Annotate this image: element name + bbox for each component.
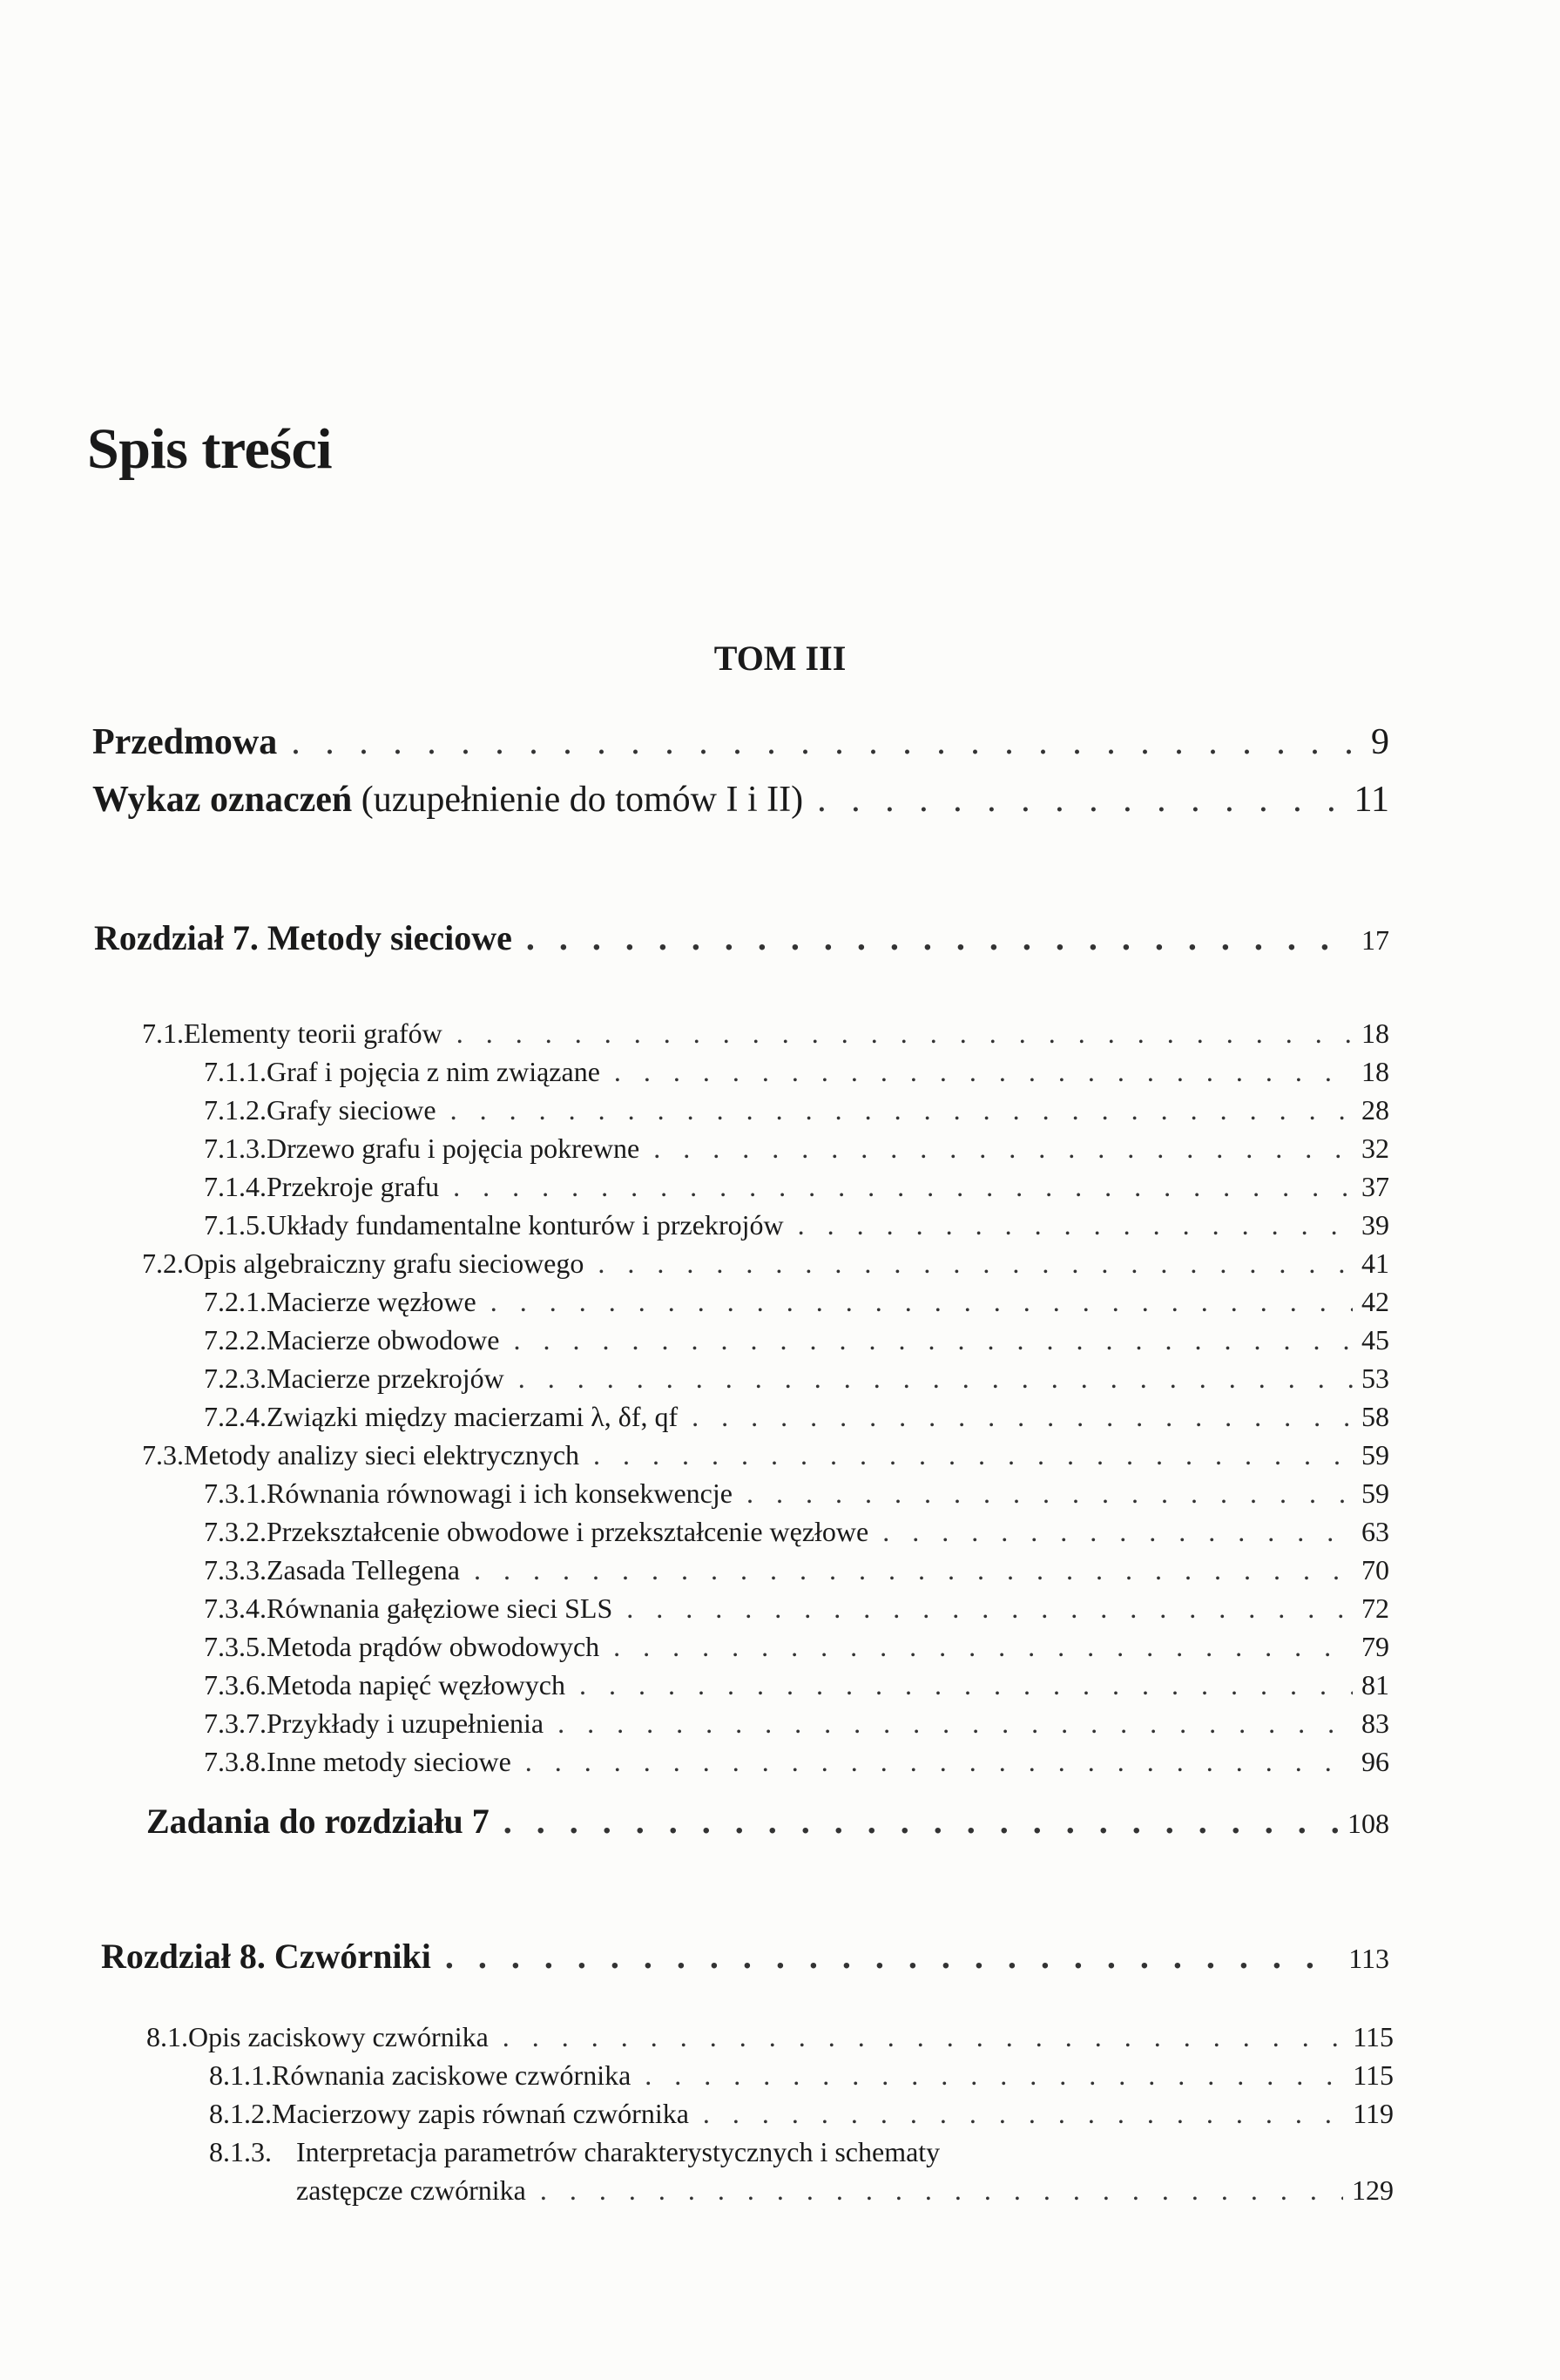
toc-entry-chapter	[94, 917, 1389, 958]
entry-title: Macierze obwodowe	[267, 1324, 500, 1356]
dot-leader	[882, 1516, 1353, 1548]
toc-entry-subsection	[209, 2059, 1394, 2092]
entry-number: 7.1.2.	[204, 1094, 267, 1126]
dot-leader	[474, 1554, 1353, 1586]
page-number: 11	[1354, 780, 1389, 820]
entry-title	[92, 779, 803, 821]
entry-number: 8.1.	[146, 2021, 188, 2052]
toc-entry-subsection	[204, 1362, 1389, 1395]
entry-number: 7.3.2.	[204, 1516, 267, 1547]
dot-leader	[613, 1631, 1353, 1663]
entry-title: Opis algebraiczny grafu sieciowego	[184, 1247, 584, 1279]
dot-leader	[598, 1247, 1353, 1280]
entry-title: Układy fundamentalne konturów i przekrojów	[267, 1209, 784, 1241]
toc-entry-subsection	[204, 1324, 1389, 1356]
toc-entry-exercises	[146, 1801, 1389, 1842]
entry-number: 7.2.	[142, 1247, 184, 1279]
dot-leader	[518, 1362, 1353, 1395]
page-number: 9	[1371, 722, 1389, 762]
entry-title: Metoda prądów obwodowych	[267, 1631, 600, 1662]
dot-leader	[526, 917, 1353, 958]
page-number: 63	[1361, 1516, 1389, 1547]
page-number: 115	[1353, 2059, 1394, 2091]
entry-number: 7.1.1.	[204, 1056, 267, 1087]
toc-entry-section	[146, 2021, 1394, 2053]
dot-leader	[614, 1056, 1353, 1088]
entry-number: 8.1.1.	[209, 2059, 272, 2091]
dot-leader	[579, 1669, 1353, 1701]
toc-entry-section	[142, 1439, 1389, 1471]
toc-entry-subsection	[204, 1209, 1389, 1241]
toc-entry-subsection	[204, 1592, 1389, 1625]
toc-entry-subsection	[204, 1477, 1389, 1510]
entry-number: 7.2.3.	[204, 1362, 267, 1394]
entry-number: 7.1.	[142, 1018, 184, 1049]
toc-entry-front	[92, 721, 1389, 763]
page-number: 81	[1361, 1669, 1389, 1700]
toc-entry-chapter	[101, 1936, 1389, 1977]
entry-title-bold: Przedmowa	[92, 722, 278, 762]
toc-entry-subsection	[204, 1056, 1389, 1088]
dot-leader	[503, 1801, 1339, 1842]
spacer	[259, 917, 267, 958]
toc-entry-subsection	[209, 2136, 1394, 2168]
toc-entry-section	[142, 1018, 1389, 1050]
dot-leader	[291, 721, 1362, 763]
page-number: 83	[1361, 1707, 1389, 1739]
toc-entry-subsection	[204, 1631, 1389, 1663]
entry-title-bold: Wykaz oznaczeń	[92, 780, 353, 820]
entry-title: Metoda napięć węzłowych	[267, 1669, 565, 1700]
entry-title: Opis zaciskowy czwórnika	[188, 2021, 489, 2052]
entry-title: Macierze węzłowe	[267, 1286, 476, 1317]
page-number: 37	[1361, 1171, 1389, 1202]
entry-title: Równania gałęziowe sieci SLS	[267, 1592, 613, 1624]
toc-entry-subsection-continued	[296, 2174, 1394, 2207]
page-number: 18	[1361, 1056, 1389, 1087]
entry-number: 7.3.8.	[204, 1746, 267, 1777]
page-number: 53	[1361, 1362, 1389, 1394]
page-number: 58	[1361, 1401, 1389, 1432]
dot-leader	[445, 1936, 1340, 1977]
page-number: 59	[1361, 1439, 1389, 1471]
page-number: 119	[1353, 2098, 1394, 2129]
entry-title: Drzewo grafu i pojęcia pokrewne	[267, 1133, 640, 1164]
page-number: 39	[1361, 1209, 1389, 1241]
entry-number: 7.1.5.	[204, 1209, 267, 1241]
dot-leader	[746, 1477, 1353, 1510]
entry-number: 7.3.7.	[204, 1707, 267, 1739]
entry-number: 7.2.1.	[204, 1286, 267, 1317]
dot-leader	[593, 1439, 1353, 1471]
entry-number: 7.2.2.	[204, 1324, 267, 1356]
dot-leader	[645, 2059, 1344, 2092]
entry-number: 7.3.4.	[204, 1592, 267, 1624]
entry-title: Elementy teorii grafów	[184, 1018, 442, 1049]
page-number: 108	[1347, 1808, 1389, 1839]
dot-leader	[692, 1401, 1353, 1433]
page-number: 79	[1361, 1631, 1389, 1662]
page-number: 70	[1361, 1554, 1389, 1586]
entry-number: 7.3.3.	[204, 1554, 267, 1586]
entry-number: 7.3.5.	[204, 1631, 267, 1662]
entry-title-rest: (uzupełnienie do tomów I i II)	[352, 780, 804, 820]
page-number: 45	[1361, 1324, 1389, 1356]
page-number: 129	[1352, 2174, 1394, 2206]
entry-title: Równania zaciskowe czwórnika	[272, 2059, 631, 2091]
dot-leader	[626, 1592, 1353, 1625]
exercises-title: Zadania do rozdziału 7	[146, 1802, 490, 1841]
toc-entry-front	[92, 779, 1389, 821]
entry-title: Metody analizy sieci elektrycznych	[184, 1439, 580, 1471]
page-number: 115	[1353, 2021, 1394, 2052]
toc-entry-subsection	[204, 1171, 1389, 1203]
spacer	[266, 1936, 274, 1977]
entry-number: 7.2.4.	[204, 1401, 267, 1432]
entry-title: Graf i pojęcia z nim związane	[267, 1056, 600, 1087]
toc-entry-subsection	[204, 1669, 1389, 1701]
page-number: 96	[1361, 1746, 1389, 1777]
page-number: 18	[1361, 1018, 1389, 1049]
toc-entry-subsection	[204, 1554, 1389, 1586]
entry-number: 7.1.4.	[204, 1171, 267, 1202]
entry-number: 8.1.3.	[209, 2136, 272, 2167]
dot-leader	[525, 1746, 1353, 1778]
dot-leader	[450, 1094, 1353, 1126]
entry-title: Równania równowagi i ich konsekwencje	[267, 1477, 733, 1509]
page-number: 32	[1361, 1133, 1389, 1164]
dot-leader	[653, 1133, 1353, 1165]
page-number: 42	[1361, 1286, 1389, 1317]
chapter-title: Czwórniki	[274, 1937, 431, 1976]
chapter-label: Rozdział 8.	[101, 1937, 266, 1976]
entry-title	[92, 721, 277, 763]
entry-title: Macierzowy zapis równań czwórnika	[272, 2098, 689, 2129]
dot-leader	[540, 2174, 1343, 2207]
dot-leader	[817, 779, 1345, 821]
entry-title: Zasada Tellegena	[267, 1554, 460, 1586]
page-number: 72	[1361, 1592, 1389, 1624]
dot-leader	[453, 1171, 1353, 1203]
entry-title: Przykłady i uzupełnienia	[267, 1707, 544, 1739]
entry-number: 7.3.1.	[204, 1477, 267, 1509]
entry-number: 7.3.6.	[204, 1669, 267, 1700]
chapter-label: Rozdział 7.	[94, 918, 259, 957]
toc-entry-subsection	[204, 1286, 1389, 1318]
dot-leader	[798, 1209, 1353, 1241]
toc-entry-subsection	[204, 1516, 1389, 1548]
page-number: 28	[1361, 1094, 1389, 1126]
entry-title: Macierze przekrojów	[267, 1362, 504, 1394]
dot-leader	[503, 2021, 1344, 2053]
toc-entry-subsection	[209, 2098, 1394, 2130]
entry-number: 7.3.	[142, 1439, 184, 1471]
toc-entry-subsection	[204, 1094, 1389, 1126]
page-number: 17	[1361, 924, 1389, 956]
dot-leader	[490, 1286, 1353, 1318]
page-number: 59	[1361, 1477, 1389, 1509]
toc-entry-subsection	[204, 1133, 1389, 1165]
dot-leader	[456, 1018, 1353, 1050]
dot-leader	[513, 1324, 1353, 1356]
dot-leader	[557, 1707, 1353, 1740]
toc-entry-section	[142, 1247, 1389, 1280]
entry-title: Interpretacja parametrów charakterystycznych i schematy	[296, 2136, 941, 2167]
entry-title-continued: zastępcze czwórnika	[296, 2174, 526, 2206]
page-title: Spis treści	[87, 417, 333, 481]
volume-title: TOM III	[713, 639, 847, 678]
entry-title: Przekształcenie obwodowe i przekształcenie węzłowe	[267, 1516, 869, 1547]
chapter-title: Metody sieciowe	[267, 918, 512, 957]
page-number: 113	[1348, 1943, 1389, 1974]
entry-title: Inne metody sieciowe	[267, 1746, 511, 1777]
toc-entry-subsection	[204, 1401, 1389, 1433]
page-number: 41	[1361, 1247, 1389, 1279]
entry-number: 7.1.3.	[204, 1133, 267, 1164]
entry-number: 8.1.2.	[209, 2098, 272, 2129]
entry-title: Związki między macierzami λ, δf, qf	[267, 1401, 679, 1432]
toc-entry-subsection	[204, 1707, 1389, 1740]
entry-title: Przekroje grafu	[267, 1171, 440, 1202]
toc-entry-subsection	[204, 1746, 1389, 1778]
dot-leader	[703, 2098, 1344, 2130]
entry-title: Grafy sieciowe	[267, 1094, 436, 1126]
